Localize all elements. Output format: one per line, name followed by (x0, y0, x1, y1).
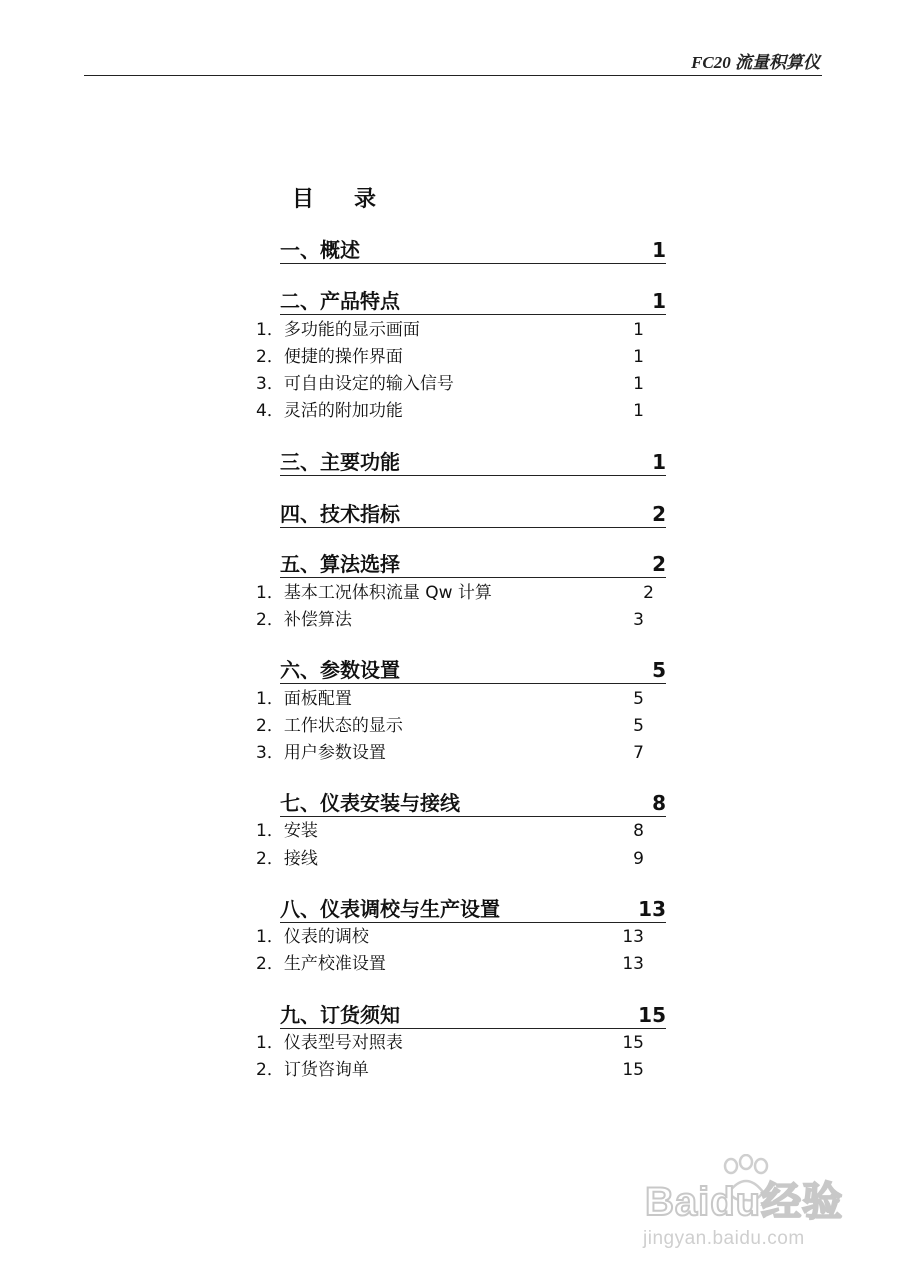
section-label: 三、主要功能 (280, 450, 400, 474)
toc-section[interactable] (280, 501, 666, 528)
section-page: 8 (652, 791, 666, 815)
toc-subitem[interactable] (256, 1059, 644, 1081)
subitem-label: 1．基本工况体积流量 Qw 计算 (256, 583, 492, 603)
subitem-page: 8 (633, 821, 644, 841)
section-page: 5 (652, 658, 666, 682)
toc-title: 目录 (292, 187, 417, 212)
toc-subitem[interactable] (256, 1032, 644, 1054)
subitem-page: 5 (633, 689, 644, 709)
subitem-label: 1．面板配置 (256, 689, 352, 709)
subitem-page: 1 (633, 320, 644, 340)
subitem-page: 1 (633, 401, 644, 421)
toc-subitem[interactable] (256, 742, 644, 764)
section-label: 八、仪表调校与生产设置 (280, 897, 500, 921)
toc-subitem[interactable] (256, 820, 644, 842)
baidu-jingyan-watermark (635, 1150, 875, 1260)
subitem-page: 1 (633, 347, 644, 367)
section-label: 五、算法选择 (280, 552, 400, 576)
subitem-label: 1．仪表型号对照表 (256, 1033, 403, 1053)
section-page: 15 (638, 1003, 666, 1027)
toc-subitem[interactable] (256, 346, 644, 368)
section-label: 九、订货须知 (280, 1003, 400, 1027)
toc-subitem[interactable] (256, 715, 644, 737)
subitem-label: 2．订货咨询单 (256, 1060, 369, 1080)
subitem-page: 7 (633, 743, 644, 763)
subitem-page: 15 (622, 1033, 644, 1053)
toc-subitem[interactable] (256, 400, 644, 422)
section-page: 1 (652, 450, 666, 474)
toc-section[interactable] (280, 449, 666, 476)
section-page: 13 (638, 897, 666, 921)
toc-section[interactable] (280, 1002, 666, 1029)
header-title: FC20 流量积算仪 (691, 53, 820, 72)
toc-subitem[interactable] (256, 953, 644, 975)
toc-section[interactable] (280, 288, 666, 315)
subitem-label: 4．灵活的附加功能 (256, 401, 403, 421)
toc-section[interactable] (280, 657, 666, 684)
watermark-logo: Baidu经验 (645, 1180, 844, 1224)
section-label: 六、参数设置 (280, 658, 400, 682)
subitem-label: 3．用户参数设置 (256, 743, 386, 763)
toc-section[interactable] (280, 237, 666, 264)
subitem-label: 3．可自由设定的输入信号 (256, 374, 454, 394)
subitem-page: 15 (622, 1060, 644, 1080)
subitem-page: 13 (622, 927, 644, 947)
toc-subitem[interactable] (256, 582, 654, 604)
section-label: 七、仪表安装与接线 (280, 791, 460, 815)
section-page: 2 (652, 502, 666, 526)
subitem-label: 2．工作状态的显示 (256, 716, 403, 736)
subitem-page: 13 (622, 954, 644, 974)
toc-section[interactable] (280, 896, 666, 923)
section-label: 一、概述 (280, 238, 360, 262)
subitem-page: 5 (633, 716, 644, 736)
section-page: 2 (652, 552, 666, 576)
toc-subitem[interactable] (256, 926, 644, 948)
section-page: 1 (652, 289, 666, 313)
header-rule (84, 75, 822, 76)
subitem-page: 3 (633, 610, 644, 630)
toc-subitem[interactable] (256, 688, 644, 710)
toc-section[interactable] (280, 551, 666, 578)
subitem-page: 2 (643, 583, 654, 603)
watermark-url: jingyan.baidu.com (643, 1228, 805, 1249)
toc-subitem[interactable] (256, 848, 644, 870)
toc-subitem[interactable] (256, 373, 644, 395)
toc-section[interactable] (280, 790, 666, 817)
subitem-label: 1．多功能的显示画面 (256, 320, 420, 340)
section-label: 四、技术指标 (280, 502, 400, 526)
subitem-label: 1．安装 (256, 821, 318, 841)
subitem-label: 1．仪表的调校 (256, 927, 369, 947)
toc-subitem[interactable] (256, 319, 644, 341)
toc-subitem[interactable] (256, 609, 644, 631)
subitem-label: 2．便捷的操作界面 (256, 347, 403, 367)
section-label: 二、产品特点 (280, 289, 400, 313)
subitem-page: 9 (633, 849, 644, 869)
subitem-label: 2．补偿算法 (256, 610, 352, 630)
section-page: 1 (652, 238, 666, 262)
subitem-page: 1 (633, 374, 644, 394)
subitem-label: 2．接线 (256, 849, 318, 869)
subitem-label: 2．生产校准设置 (256, 954, 386, 974)
